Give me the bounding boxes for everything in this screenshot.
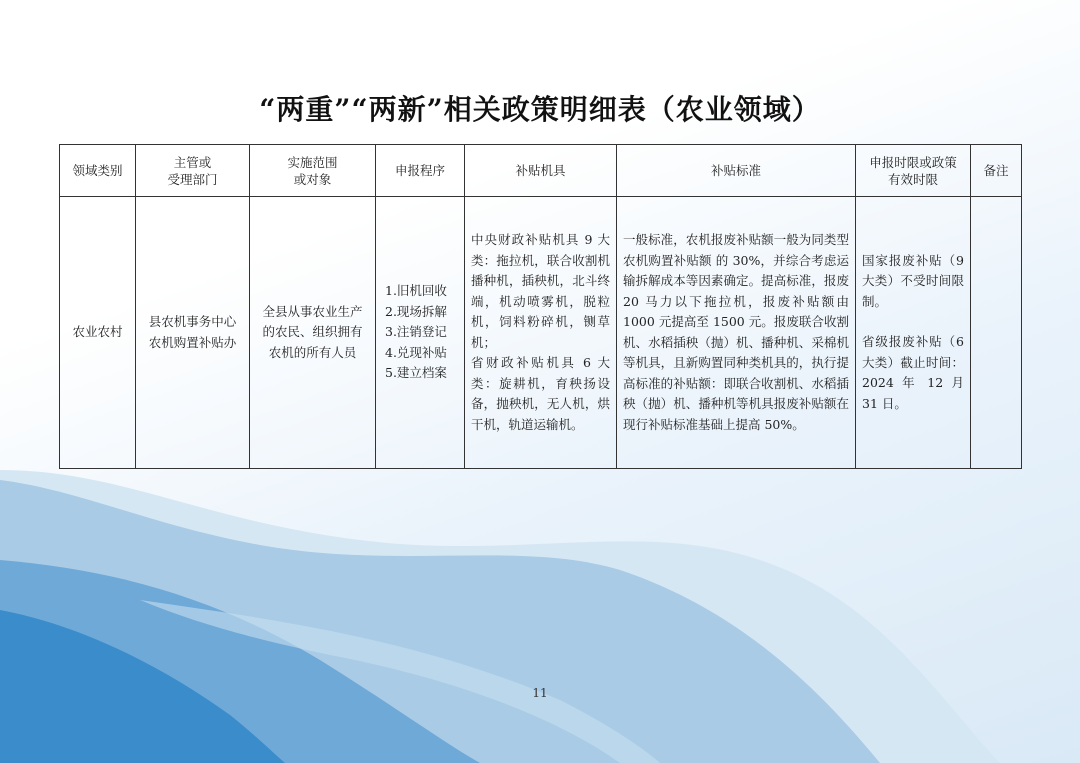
cell-period: 国家报废补贴（9 大类）不受时间限制。 省级报废补贴（6 大类）截止时间：2024 年 12 月 31 日。 [856, 197, 971, 469]
page-number: 11 [532, 686, 548, 700]
header-procedure: 申报程序 [376, 145, 465, 197]
header-row [60, 145, 1022, 197]
cell-standard: 一般标准，农机报废补贴额一般为同类型农机购置补贴额 的 30%，并综合考虑运输拆解成本等因素确定。提高标准，报废 20 马力以下拖拉机，报废补贴额由 1000 元提高至 1500 元。报废联合收割机、水稻插秧（抛）机、播种机、采棉机等机具，且新购置同种类机具的，执行提高标准的补贴额：即联合收割机、水稻插秧（抛）机、播种机等机具报废补贴额在现行补贴标准基础上提高 50%。 [617, 197, 856, 469]
policy-table [59, 144, 1022, 469]
header-machines: 补贴机具 [465, 145, 617, 197]
procedure-step: 1.旧机回收 [385, 283, 447, 299]
procedure-step: 5.建立档案 [385, 365, 447, 381]
cell-field: 农业农村 [60, 197, 136, 469]
table-row [60, 197, 1022, 469]
cell-notes [971, 197, 1022, 469]
procedure-step: 2.现场拆解 [385, 303, 447, 319]
cell-machines: 中央财政补贴机具 9 大类：拖拉机，联合收割机播种机，插秧机，北斗终端，机动喷雾机，脱粒机，饲料粉碎机，铡草机； 省财政补贴机具 6 大类：旋耕机，育秧扬设备，抛秧机，无人机，烘干机，轨道运输机。 [465, 197, 617, 469]
cell-procedure [376, 197, 465, 469]
procedure-step: 3.注销登记 [385, 324, 447, 340]
header-standard: 补贴标准 [617, 145, 856, 197]
header-period: 申报时限或政策 有效时限 [856, 145, 971, 197]
header-notes: 备注 [971, 145, 1022, 197]
cell-dept: 县农机事务中心 农机购置补贴办 [136, 197, 250, 469]
header-field: 领域类别 [60, 145, 136, 197]
header-dept: 主管或 受理部门 [136, 145, 250, 197]
header-scope: 实施范围 或对象 [250, 145, 376, 197]
cell-scope: 全县从事农业生产 的农民、组织拥有 农机的所有人员 [250, 197, 376, 469]
page-title: “两重”“两新”相关政策明细表（农业领域） [259, 93, 821, 126]
procedure-step: 4.兑现补贴 [385, 344, 447, 360]
